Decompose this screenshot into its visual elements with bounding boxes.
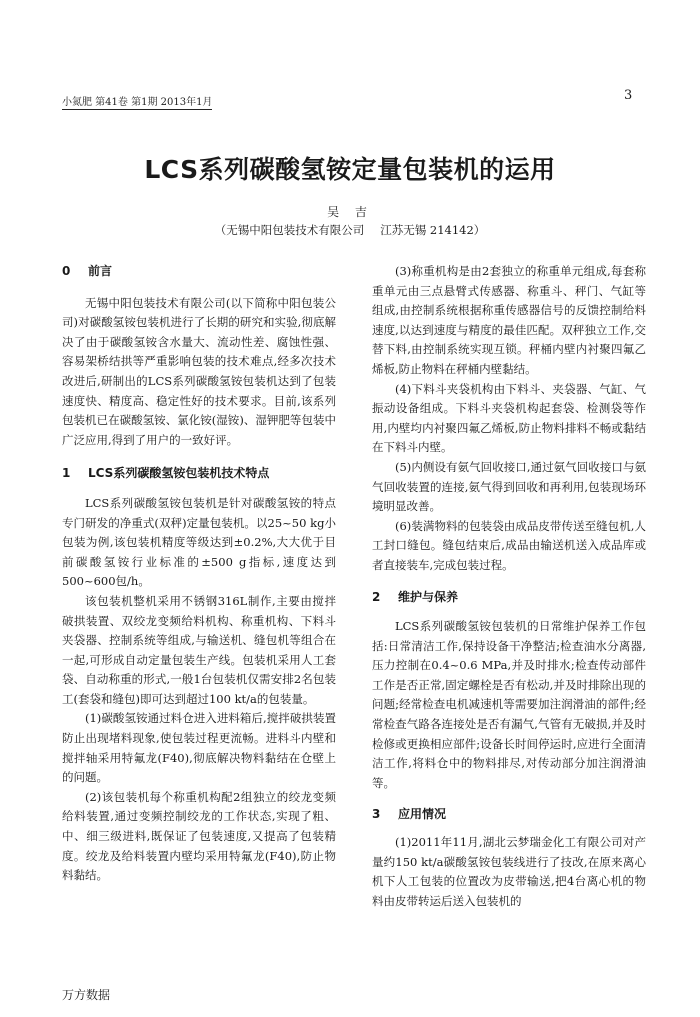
affiliation-org: （无锡中阳包装技术有限公司 [214, 223, 365, 237]
paragraph: (5)内侧设有氨气回收接口,通过氨气回收接口与氨气回收装置的连接,氨气得到回收和再利用,包装现场环境明显改善。 [372, 459, 646, 514]
section-number: 3 [372, 807, 381, 822]
footer-watermark: 万方数据 [62, 988, 111, 1002]
paragraph: (6)装满物料的包装袋由成品皮带传送至缝包机,人工封口缝包。缝包结束后,成品由输送机送入成品库或者直接装车,完成包装过程。 [372, 518, 646, 572]
paragraph: 该包装机整机采用不锈钢316L制作,主要由搅拌破拱装置、双绞龙变频给料机构、称重机构、下料斗夹袋器、控制系统等组成,与输送机、缝包机等组合在一起,可形成自动定量包装生产线。包装机采用人工套袋、自动称重的形式,一般1台包装机仅需安排2名包装工(套袋和缝包)即可达到超过100 kt/a的包装量。 [62, 593, 336, 706]
section-title: 维护与保养 [398, 589, 459, 604]
left-column [62, 262, 336, 886]
paragraph: LCS系列碳酸氢铵包装机的日常维护保养工作包括:日常清洁工作,保持设备干净整洁;检查油水分离器,压力控制在0.4~0.6 MPa,并及时排水;检查传动部件工作是否正常,固定螺栓是否有松动,并及时排除出现的问题;经常检查电机减速机等需要加注润滑油的部件;经常检查气路各连接处是否有漏气,气管有无破损,并及时检修或更换相应部件;设备长时间停运时,应进行全面清洁工作,将料仓中的物料排尽,对传动部分加注润滑油等。 [372, 619, 646, 790]
section-number: 1 [62, 466, 71, 481]
article-affiliation [0, 222, 700, 238]
right-column [372, 262, 646, 911]
section-heading [372, 588, 646, 608]
section-heading [62, 464, 336, 484]
section-heading [62, 262, 336, 282]
paragraph: (3)称重机构是由2套独立的称重单元组成,每套称重单元由三点悬臂式传感器、称重斗、秤门、气缸等组成,由控制系统根据称重传感器信号的反馈控制给料速度,以达到速度与精度的最佳匹配。双秤独立工作,交替下料,由控制系统实现互锁。秤桶内壁内衬聚四氟乙烯板,防止物料在秤桶内壁黏结。 [372, 264, 646, 376]
paragraph: LCS系列碳酸氢铵包装机是针对碳酸氢铵的特点专门研发的净重式(双秤)定量包装机。以25~50 kg小包装为例,该包装机精度等级达到±0.2%,大大优于目前碳酸氢铵行业标准的±500 g指标,速度达到500~600包/h。 [62, 495, 336, 589]
section-number: 0 [62, 264, 71, 278]
paragraph: 无锡中阳包装技术有限公司(以下简称中阳包装公司)对碳酸氢铵包装机进行了长期的研究和实验,彻底解决了由于碳酸氢铵含水量大、流动性差、腐蚀性强、容易架桥结拱等严重影响包装的技术难点,经多次技术改进后,研制出的LCS系列碳酸氢铵包装机达到了包装速度快、精度高、稳定性好的技术要求。目前,该系列包装机已在碳酸氢铵、氯化铵(湿铵)、湿钾肥等包装中广泛应用,得到了用户的一致好评。 [62, 295, 336, 447]
running-head: 小氮肥 第41卷 第1期 2013年1月 [62, 93, 212, 110]
paragraph: (1)碳酸氢铵通过料仓进入进料箱后,搅拌破拱装置防止出现堵料现象,使包装过程更流畅。进料斗内壁和搅拌轴采用特氟龙(F40),彻底解决物料黏结在仓壁上的问题。 [62, 711, 336, 785]
paragraph: (2)该包装机每个称重机构配2组独立的绞龙变频给料装置,通过变频控制绞龙的工作状态,实现了粗、中、细三级进料,既保证了包装速度,又提高了包装精度。绞龙及给料装置内壁均采用特氟龙(F40),防止物料黏结。 [62, 789, 336, 883]
section-title: 前言 [88, 264, 113, 278]
section-title: 应用情况 [398, 807, 447, 822]
page-number: 3 [624, 88, 633, 103]
section-number: 2 [372, 589, 381, 604]
section-title: LCS系列碳酸氢铵包装机技术特点 [88, 466, 270, 481]
article-title: LCS系列碳酸氢铵定量包装机的运用 [144, 155, 556, 184]
article-author: 吴 吉 [327, 205, 373, 219]
affiliation-city: 江苏无锡 214142） [380, 223, 486, 237]
paragraph: (4)下料斗夹袋机构由下料斗、夹袋器、气缸、气振动设备组成。下料斗夹袋机构起套袋、检测袋等作用,内壁均内衬聚四氟乙烯板,防止物料排料不畅或黏结在下料斗内壁。 [372, 381, 646, 455]
section-heading [372, 805, 646, 825]
paragraph: (1)2011年11月,湖北云梦瑞金化工有限公司对产量约150 kt/a碳酸氢铵包装线进行了技改,在原来离心机下人工包装的位置改为皮带输送,把4台离心机的物料由皮带转运后送入包装机的 [372, 835, 646, 908]
